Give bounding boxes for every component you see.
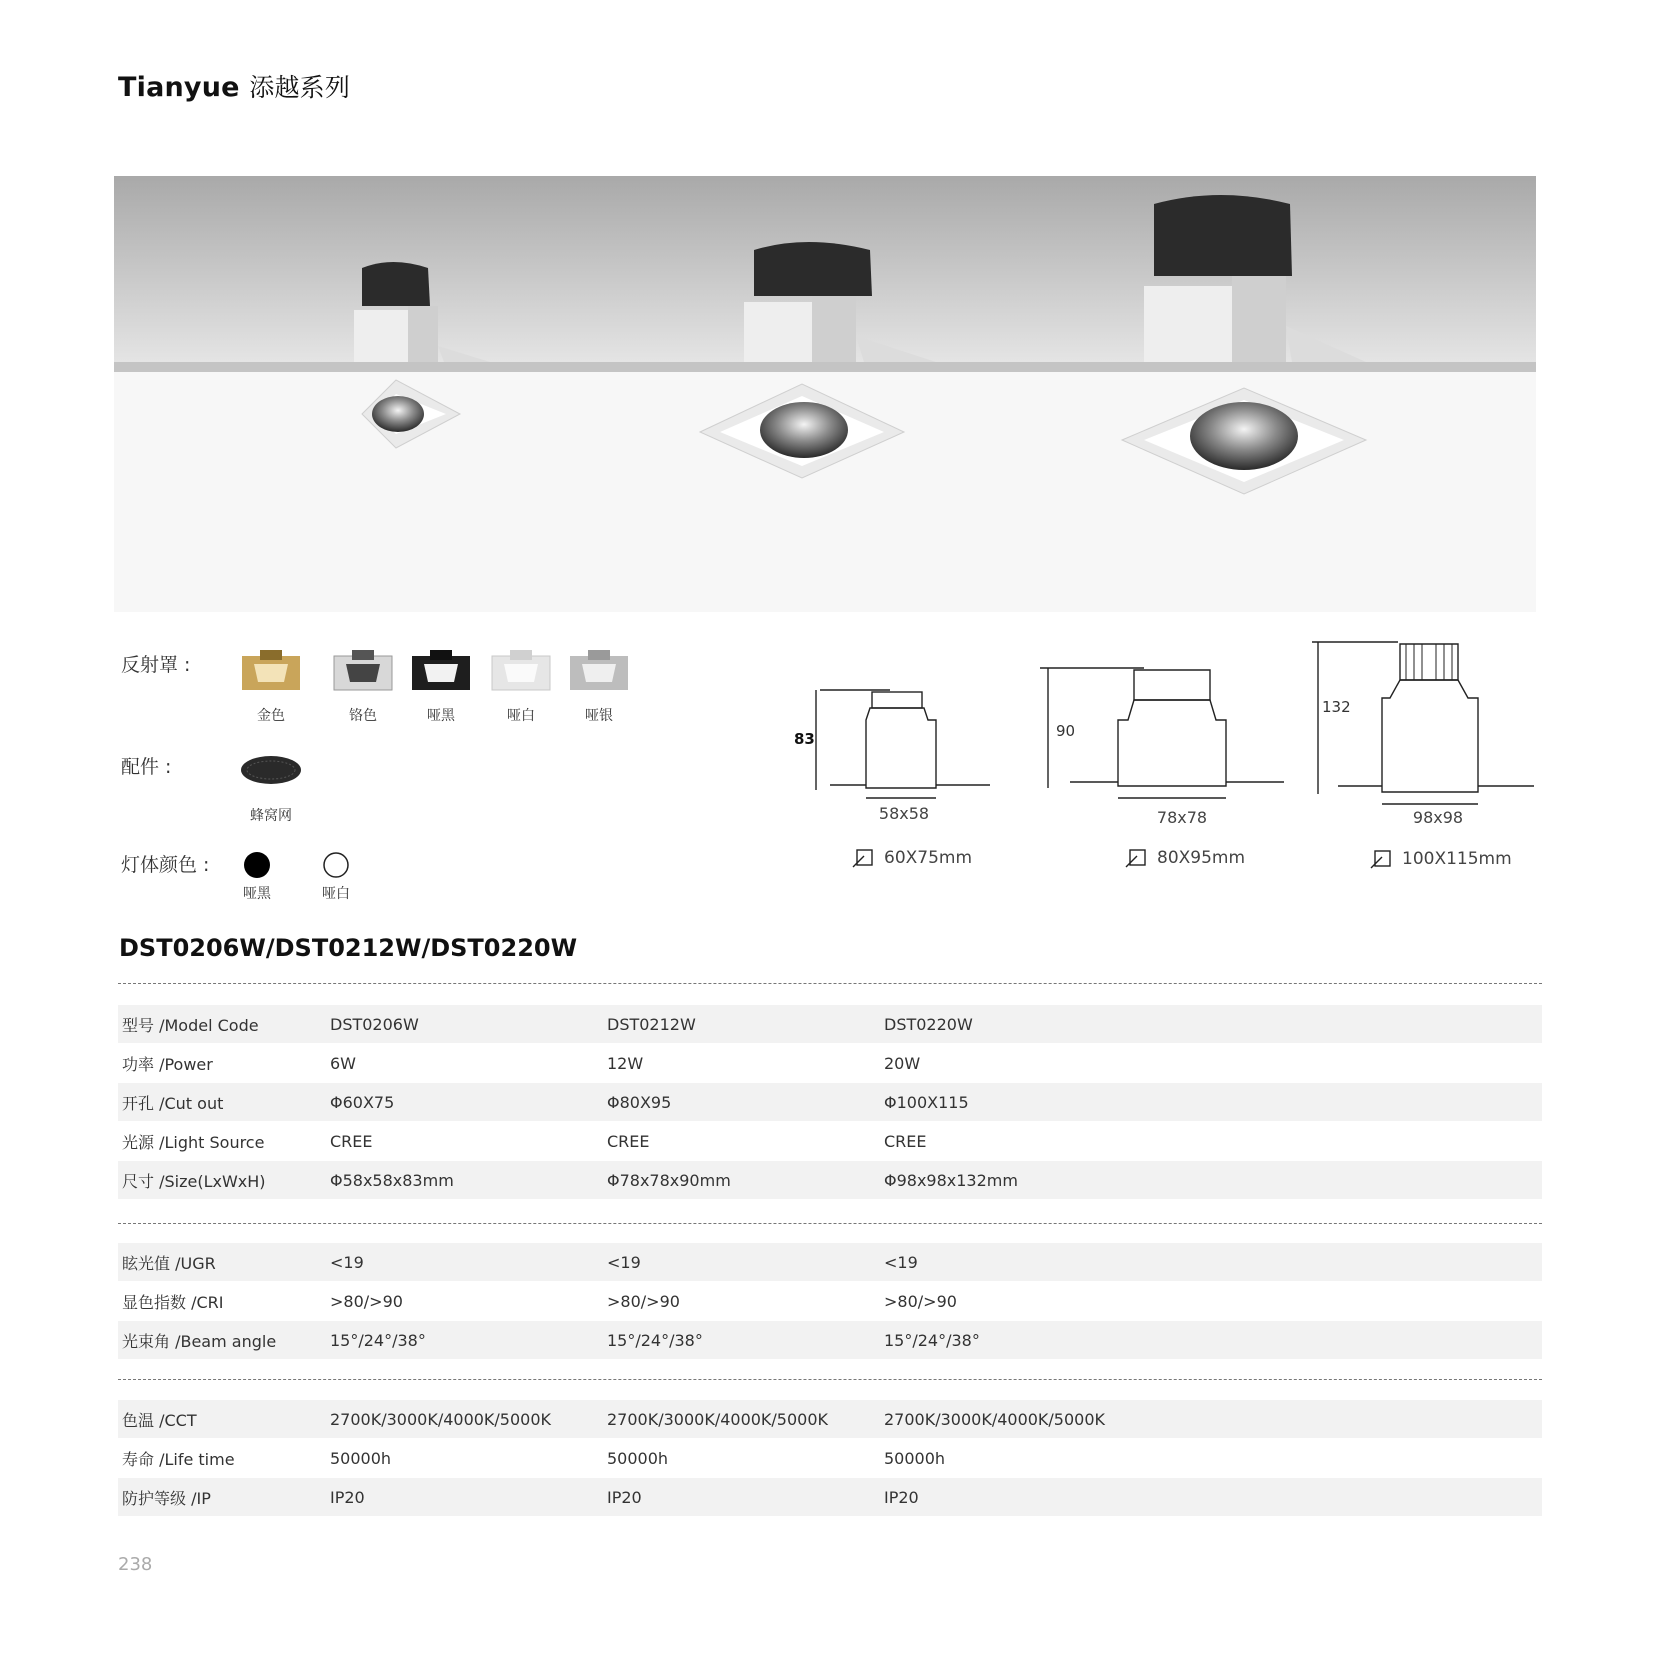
- spec-value: CREE: [607, 1131, 650, 1151]
- spec-value: 15°/24°/38°: [884, 1330, 980, 1350]
- dimension-drawing-medium: [1034, 660, 1294, 810]
- reflector-caption-matte-white: 哑白: [507, 708, 535, 724]
- dimension-drawing-large: [1308, 636, 1538, 816]
- accessory-label: 配件 :: [121, 756, 172, 778]
- reflector-matte-silver-icon: [568, 648, 630, 694]
- reflector-chrome-icon: [332, 648, 394, 694]
- spec-value: 50000h: [884, 1448, 946, 1468]
- spec-value: DST0220W: [884, 1014, 973, 1034]
- spec-value: 20W: [884, 1053, 921, 1073]
- model-heading: DST0206W/DST0212W/DST0220W: [119, 934, 578, 962]
- body-color-label: 灯体颜色 :: [121, 854, 210, 876]
- spec-value: 12W: [607, 1053, 644, 1073]
- divider: [118, 1223, 1542, 1224]
- spec-value: Φ100X115: [884, 1092, 969, 1112]
- spec-value: DST0212W: [607, 1014, 696, 1034]
- divider: [118, 983, 1542, 984]
- reflector-label: 反射罩 :: [121, 654, 191, 676]
- reflector-caption-matte-silver: 哑银: [585, 708, 613, 724]
- spec-row-cut-out: [118, 1083, 1542, 1121]
- spec-value: Φ78x78x90mm: [607, 1170, 731, 1190]
- drawing-small-cutout-text: 60X75mm: [884, 848, 973, 868]
- reflector-caption-gold: 金色: [257, 708, 285, 724]
- spec-row-cct: [118, 1400, 1542, 1438]
- drawing-medium-height: 90: [1056, 722, 1076, 740]
- spec-value: <19: [884, 1252, 918, 1272]
- spec-value: 15°/24°/38°: [607, 1330, 703, 1350]
- spec-label: 型号 /Model Code: [122, 1015, 259, 1035]
- spec-row-beam-angle: [118, 1321, 1542, 1359]
- spec-row-power: [118, 1044, 1542, 1082]
- spec-label: 开孔 /Cut out: [122, 1093, 224, 1113]
- spec-label: 眩光值 /UGR: [122, 1253, 216, 1273]
- cutout-icon: [1370, 849, 1392, 869]
- page-title: [118, 68, 350, 104]
- reflector-gold-icon: [240, 648, 302, 694]
- drawing-large-cutout-text: 100X115mm: [1402, 849, 1512, 869]
- drawing-large-cutout: [1370, 849, 1512, 869]
- spec-value: CREE: [330, 1131, 373, 1151]
- spec-value: <19: [330, 1252, 364, 1272]
- spec-value: 2700K/3000K/4000K/5000K: [607, 1409, 829, 1429]
- spec-value: Φ60X75: [330, 1092, 395, 1112]
- spec-value: IP20: [330, 1487, 365, 1507]
- body-color-black-icon: [242, 850, 272, 880]
- spec-label: 尺寸 /Size(LxWxH): [122, 1171, 266, 1191]
- spec-label: 色温 /CCT: [122, 1410, 197, 1430]
- drawing-large-width: 98x98: [1412, 808, 1464, 827]
- reflector-caption-chrome: 铬色: [349, 708, 377, 724]
- body-color-white-icon: [321, 850, 351, 880]
- spec-value: 15°/24°/38°: [330, 1330, 426, 1350]
- spec-label: 光源 /Light Source: [122, 1132, 265, 1152]
- dimension-drawing-small: [790, 680, 1000, 800]
- divider: [118, 1379, 1542, 1380]
- spec-label: 防护等级 /IP: [122, 1488, 211, 1508]
- spec-row-life-time: [118, 1439, 1542, 1477]
- body-color-caption-white: 哑白: [322, 886, 350, 902]
- spec-row-model-code: [118, 1005, 1542, 1043]
- drawing-small-width: 58x58: [878, 804, 930, 823]
- spec-row-ip: [118, 1478, 1542, 1516]
- spec-value: 2700K/3000K/4000K/5000K: [884, 1409, 1106, 1429]
- drawing-medium-width: 78x78: [1156, 808, 1208, 827]
- spec-value: 2700K/3000K/4000K/5000K: [330, 1409, 552, 1429]
- drawing-medium-cutout-text: 80X95mm: [1157, 848, 1246, 868]
- spec-value: Φ58x58x83mm: [330, 1170, 454, 1190]
- page-number: 238: [118, 1554, 153, 1575]
- spec-value: IP20: [607, 1487, 642, 1507]
- spec-value: 50000h: [607, 1448, 669, 1468]
- reflector-caption-matte-black: 哑黑: [427, 708, 455, 724]
- reflector-matte-black-icon: [410, 648, 472, 694]
- spec-value: DST0206W: [330, 1014, 419, 1034]
- drawing-large-height: 132: [1322, 698, 1351, 716]
- cutout-icon: [1125, 848, 1147, 868]
- spec-label: 功率 /Power: [122, 1054, 213, 1074]
- spec-row-ugr: [118, 1243, 1542, 1281]
- spec-label: 寿命 /Life time: [122, 1449, 235, 1469]
- product-banner-image: [114, 176, 1536, 612]
- spec-value: CREE: [884, 1131, 927, 1151]
- drawing-small-height: 83: [794, 730, 815, 748]
- brand-name: Tianyue: [118, 72, 240, 103]
- spec-row-cri: [118, 1282, 1542, 1320]
- spec-value: >80/>90: [884, 1291, 957, 1311]
- accessory-caption-honeycomb: 蜂窝网: [250, 808, 292, 824]
- spec-value: >80/>90: [607, 1291, 680, 1311]
- drawing-medium-cutout: [1125, 848, 1245, 868]
- spec-label: 显色指数 /CRI: [122, 1292, 224, 1312]
- body-color-caption-black: 哑黑: [243, 886, 271, 902]
- spec-value: IP20: [884, 1487, 919, 1507]
- spec-value: 50000h: [330, 1448, 392, 1468]
- spec-label: 光束角 /Beam angle: [122, 1331, 277, 1351]
- spec-value: <19: [607, 1252, 641, 1272]
- spec-value: 6W: [330, 1053, 356, 1073]
- honeycomb-mesh-icon: [240, 754, 302, 786]
- series-name: 添越系列: [249, 73, 351, 102]
- drawing-small-cutout: [852, 848, 972, 868]
- spec-value: >80/>90: [330, 1291, 403, 1311]
- spec-row-light-source: [118, 1122, 1542, 1160]
- reflector-matte-white-icon: [490, 648, 552, 694]
- spec-row-size: [118, 1161, 1542, 1199]
- spec-value: Φ80X95: [607, 1092, 672, 1112]
- spec-value: Φ98x98x132mm: [884, 1170, 1018, 1190]
- cutout-icon: [852, 848, 874, 868]
